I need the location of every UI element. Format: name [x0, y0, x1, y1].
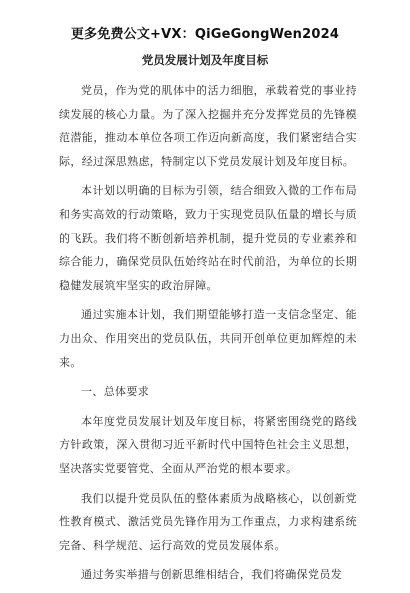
document-body	[59, 79, 357, 593]
paragraph-measures: 通过务实举措与创新思维相结合，我们将确保党员发	[81, 568, 343, 582]
section-heading: 一、总体要求	[81, 385, 150, 399]
paragraph-intro: 党员，作为党的肌体中的活力细胞，承载着党的事业持续发展的核心力量。为了深入挖掘并充分发挥党员的先锋模范潜能，推动本单位各项工作迈向新高度，我们紧密结合实际，经过深思熟虑，特制定以下党员发展计划及年度目标。	[59, 84, 357, 168]
paragraph-plan: 本计划以明确的目标为引领，结合细致入微的工作布局和务实高效的行动策略，致力于实现党员队伍量的增长与质的飞跃。我们将不断创新培养机制，提升党员的专业素养和综合能力，确保党员队伍始终站在时代前沿，为单位的长期稳健发展筑牢坚实的政治屏障。	[59, 184, 357, 292]
paragraph-core-focus: 我们以提升党员队伍的整体素质为战略核心，以创新党性教育模式、激活党员先锋作用为工作重点，力求构建系统完备、科学规范、运行高效的党员发展体系。	[59, 491, 357, 552]
document-title: 党员发展计划及年度目标	[141, 53, 269, 67]
paragraph-expectation: 通过实施本计划，我们期望能够打造一支信念坚定、能力出众、作用突出的党员队伍，共同开创单位更加辉煌的未来。	[59, 308, 357, 369]
promo-header: 更多免费公文+VX：QiGeGongWen2024	[70, 27, 340, 42]
paragraph-requirements: 本年度党员发展计划及年度目标，将紧密围绕党的路线方针政策，深入贯彻习近平新时代中国特色社会主义思想，坚决落实党要管党、全面从严治党的根本要求。	[59, 414, 357, 475]
